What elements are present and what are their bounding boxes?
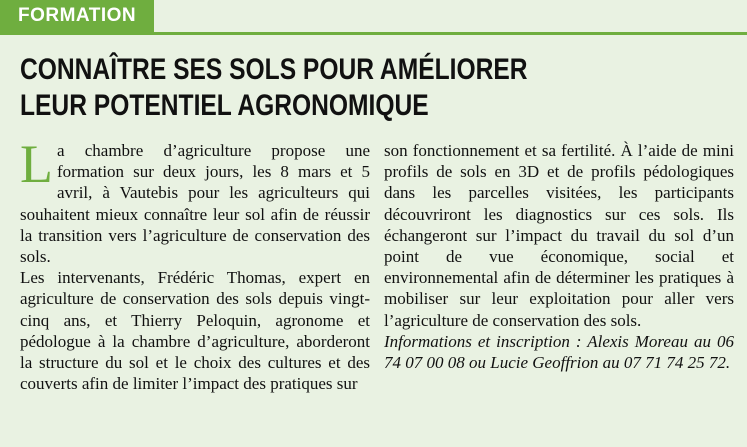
drop-cap: L <box>20 134 53 194</box>
headline-line-1: CONNAÎTRE SES SOLS POUR AMÉLIORER <box>20 53 528 86</box>
article-paragraph-2-start: Les intervenants, Frédéric Thomas, expert en agriculture de conservation des sols depuis vingt-cinq ans, et Thierry Peloquin, agronome et pédologue à la chambre d’agriculture, aborderont la structure du sol et le choix des cultures et des couverts afin de limiter l’impact des pratiques sur <box>20 268 370 394</box>
article-paragraph-1 <box>20 134 370 267</box>
paragraph-1-text: a chambre d’agriculture propose une formation sur deux jours, les 8 mars et 5 avril, à Vautebis pour les agriculteurs qui souhaitent mieux connaître leur sol afin de réussir la transition vers l’agriculture de conservation des sols. <box>20 141 370 267</box>
article-paragraph-2-end: son fonctionnement et sa fertilité. À l’aide de mini profils de sols en 3D et de profils pédologiques dans les parcelles visitées, les participants découvriront les diagnostics sur ces sols. Ils échangeront sur l’impact du travail du sol d’un point de vue économique, social et environnemental afin de déterminer les pratiques à mobiliser sur leur exploitation pour aller vers l’agriculture de conservation des sols. <box>384 141 734 330</box>
section-tag: FORMATION <box>0 0 154 32</box>
article-column-right <box>384 140 734 373</box>
section-divider <box>0 32 747 35</box>
contact-info: Informations et inscription : Alexis Moreau au 06 74 07 00 08 ou Lucie Geoffrion au 07 71 74 25 72. <box>384 331 734 373</box>
headline <box>20 52 594 124</box>
article-column-left <box>20 134 370 394</box>
headline-line-2: LEUR POTENTIEL AGRONOMIQUE <box>20 89 429 122</box>
